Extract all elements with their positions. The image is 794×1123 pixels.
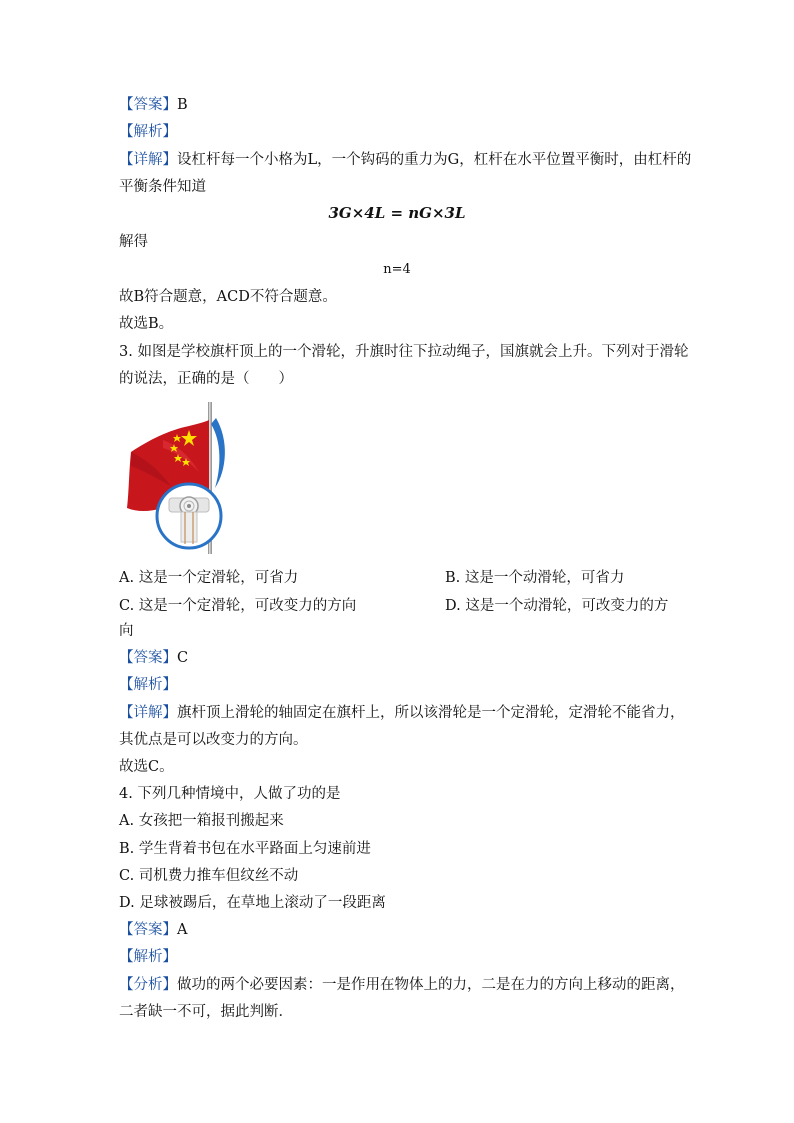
q2-answer-line bbox=[119, 95, 188, 115]
q4-analysis-tag bbox=[119, 947, 177, 967]
answer-tag: 【答案】 bbox=[119, 97, 177, 113]
q3-option-a: A. 这是一个定滑轮，可省力 bbox=[119, 570, 299, 586]
q2-solve-word: 解得 bbox=[119, 234, 148, 250]
q4-option-b: B. 学生背着书包在水平路面上匀速前进 bbox=[119, 841, 371, 857]
q4-option-d: D. 足球被踢后，在草地上滚动了一段距离 bbox=[119, 895, 386, 911]
q3-choose: 故选C。 bbox=[119, 759, 174, 775]
q3-option-d: D. 这是一个动滑轮，可改变力的方 bbox=[445, 598, 669, 614]
answer-tag: 【答案】 bbox=[119, 922, 177, 938]
q4-stem: 4. 下列几种情境中，人做了功的是 bbox=[119, 786, 341, 802]
detail-text: 设杠杆每一个小格为L，一个钩码的重力为G，杠杆在水平位置平衡时，由杠杆的 bbox=[177, 152, 692, 168]
answer-tag: 【答案】 bbox=[119, 650, 177, 666]
q4-option-a: A. 女孩把一箱报刊搬起来 bbox=[119, 813, 284, 829]
pulley-axle bbox=[187, 504, 191, 508]
analysis-tag: 【解析】 bbox=[119, 949, 177, 965]
q2-detail-line1 bbox=[119, 150, 691, 170]
q3-option-c: C. 这是一个定滑轮，可改变力的方向 bbox=[119, 598, 357, 614]
pulley-bracket bbox=[181, 512, 197, 542]
q2-analysis-tag bbox=[119, 122, 177, 142]
detail-tag: 【详解】 bbox=[119, 152, 177, 168]
fenxi-text: 做功的两个必要因素：一是作用在物体上的力，二是在力的方向上移动的距离， bbox=[177, 977, 685, 993]
fenxi-tag: 【分析】 bbox=[119, 977, 177, 993]
q3-stem-line2: 的说法，正确的是（ ） bbox=[119, 371, 293, 387]
flag-pulley-figure bbox=[119, 400, 229, 556]
q2-conclusion: 故B符合题意，ACD不符合题意。 bbox=[119, 289, 337, 305]
q3-option-b: B. 这是一个动滑轮，可省力 bbox=[445, 570, 625, 586]
q3-analysis-tag bbox=[119, 675, 177, 695]
analysis-tag: 【解析】 bbox=[119, 677, 177, 693]
answer-value: A bbox=[177, 922, 188, 938]
flag-pulley-illustration bbox=[119, 400, 229, 556]
q2-detail-line2: 平衡条件知道 bbox=[119, 179, 206, 195]
q2-formula: 3G×4L = nG×3L bbox=[328, 204, 466, 222]
q4-fenxi-line1 bbox=[119, 975, 685, 995]
q4-answer-line bbox=[119, 920, 187, 940]
answer-value: C bbox=[177, 650, 189, 666]
q3-option-d-wrap: 向 bbox=[119, 623, 134, 639]
answer-value: B bbox=[177, 97, 188, 113]
q3-stem-line1: 3. 如图是学校旗杆顶上的一个滑轮，升旗时往下拉动绳子，国旗就会上升。下列对于滑轮 bbox=[119, 344, 689, 360]
detail-text: 旗杆顶上滑轮的轴固定在旗杆上，所以该滑轮是一个定滑轮，定滑轮不能省力， bbox=[177, 705, 685, 721]
detail-tag: 【详解】 bbox=[119, 705, 177, 721]
swoosh-shape bbox=[211, 418, 225, 488]
q4-option-c: C. 司机费力推车但纹丝不动 bbox=[119, 868, 299, 884]
q4-fenxi-line2: 二者缺一不可，据此判断． bbox=[119, 1004, 293, 1020]
q3-detail-line2: 其优点是可以改变力的方向。 bbox=[119, 732, 308, 748]
q2-choose: 故选B。 bbox=[119, 316, 174, 332]
q3-detail-line1 bbox=[119, 703, 685, 723]
analysis-tag: 【解析】 bbox=[119, 124, 177, 140]
q2-result: n=4 bbox=[383, 262, 411, 277]
q3-answer-line bbox=[119, 648, 188, 668]
